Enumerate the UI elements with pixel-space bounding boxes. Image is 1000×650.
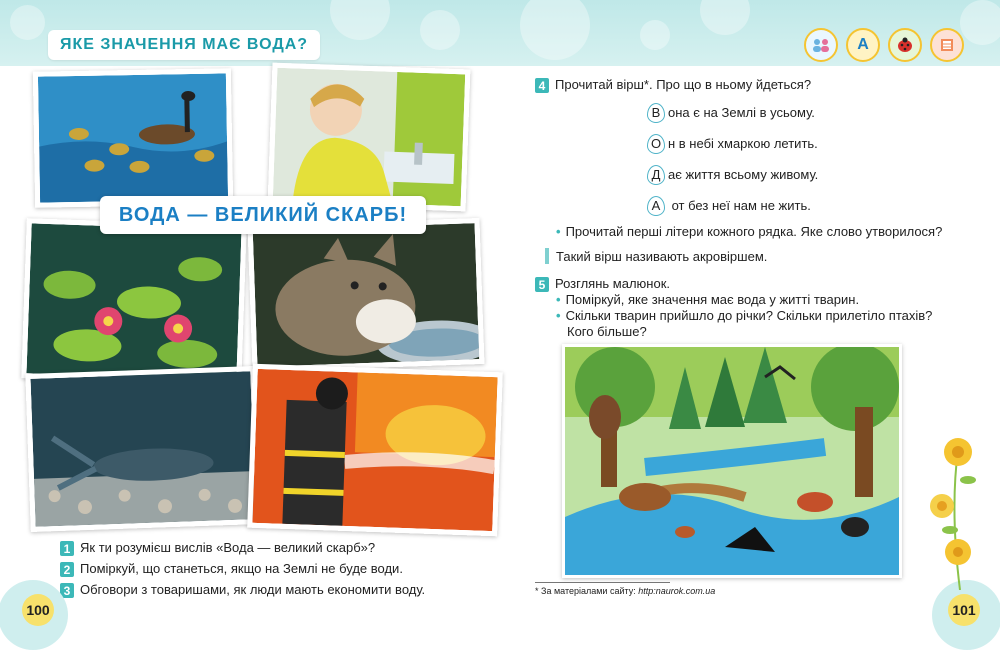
page-title-text: ЯКЕ ЗНАЧЕННЯ МАЄ ВОДА? (59, 36, 309, 53)
page-number-right: 101 (948, 594, 980, 626)
task-5-bullet-3: Кого більше? (567, 324, 647, 339)
poem-line-text: н в небі хмаркою летить. (668, 136, 818, 151)
headline-text: ВОДА — ВЕЛИКИЙ СКАРБ! (118, 203, 408, 226)
footnote-rule (535, 582, 670, 583)
poem-first-letter: О (647, 134, 665, 154)
question-text: Як ти розумієш вислів «Вода — великий скарб»? (80, 540, 376, 555)
flowers-decoration (920, 430, 980, 590)
headline-box (100, 196, 426, 234)
poem-line-1 (647, 103, 815, 123)
crayfish-photo (25, 366, 260, 532)
question-3 (60, 582, 425, 598)
task-4-bullet (556, 224, 942, 239)
question-2 (60, 561, 403, 577)
group-icon (804, 28, 838, 62)
question-number: 3 (60, 583, 74, 598)
task-5-bullet-2 (556, 308, 932, 323)
notebook-icon (930, 28, 964, 62)
poem-first-letter: В (647, 103, 665, 123)
water-lily-photo (21, 218, 246, 386)
task-4-bullet-text: Прочитай перші літери кожного рядка. Яке слово утворилося? (565, 224, 943, 239)
footnote-link[interactable]: http:naurok.com.ua (638, 586, 716, 596)
letter-a-text: А (857, 36, 869, 53)
task-4-prompt (535, 77, 811, 93)
page-number-left: 100 (22, 594, 54, 626)
bullet-dot: • (556, 224, 561, 239)
poem-line-text: ає життя всьому живому. (668, 167, 819, 182)
forest-animals-illustration (562, 344, 902, 578)
bullet-dot: • (556, 292, 561, 307)
poem-line-2 (647, 134, 818, 154)
task-4-text: Прочитай вірш*. Про що в ньому йдеться? (555, 77, 812, 92)
poem-line-text: она є на Землі в усьому. (668, 105, 815, 120)
poem-first-letter: А (647, 196, 665, 216)
question-text: Поміркуй, що станеться, якщо на Землі не буде води. (80, 561, 403, 576)
cat-drinking-photo (248, 218, 485, 372)
poem-line-3 (647, 165, 818, 185)
geese-photo (33, 68, 233, 207)
bullet-dot: • (556, 308, 561, 323)
letter-a-icon (846, 28, 880, 62)
task-5-text: Розглянь малюнок. (555, 276, 671, 291)
task-5-bullet-text: Скільки тварин прийшло до річки? Скільки прилетіло птахів? (565, 308, 933, 323)
poem-first-letter: Д (647, 165, 665, 185)
task-5-bullet-text: Поміркуй, яке значення має вода у житті тварин. (565, 292, 860, 307)
footnote-prefix: * За матеріалами сайту: (535, 586, 639, 596)
page-title (48, 30, 320, 60)
footnote (535, 586, 715, 596)
note-marker (545, 248, 549, 264)
task-number: 4 (535, 78, 549, 93)
girl-washing-hands-photo (268, 63, 471, 212)
poem-line-text: от без неї нам не жить. (668, 198, 811, 213)
question-1 (60, 540, 375, 556)
firefighter-photo (247, 364, 503, 537)
ladybug-icon (888, 28, 922, 62)
activity-icons (804, 28, 964, 62)
question-number: 1 (60, 541, 74, 556)
question-number: 2 (60, 562, 74, 577)
task-5-prompt (535, 276, 670, 292)
task-5-bullet-1 (556, 292, 859, 307)
poem-line-4 (647, 196, 811, 216)
task-number: 5 (535, 277, 549, 292)
question-text: Обговори з товаришами, як люди мають економити воду. (80, 582, 426, 597)
task-4-note: Такий вірш називають акровіршем. (556, 249, 768, 264)
